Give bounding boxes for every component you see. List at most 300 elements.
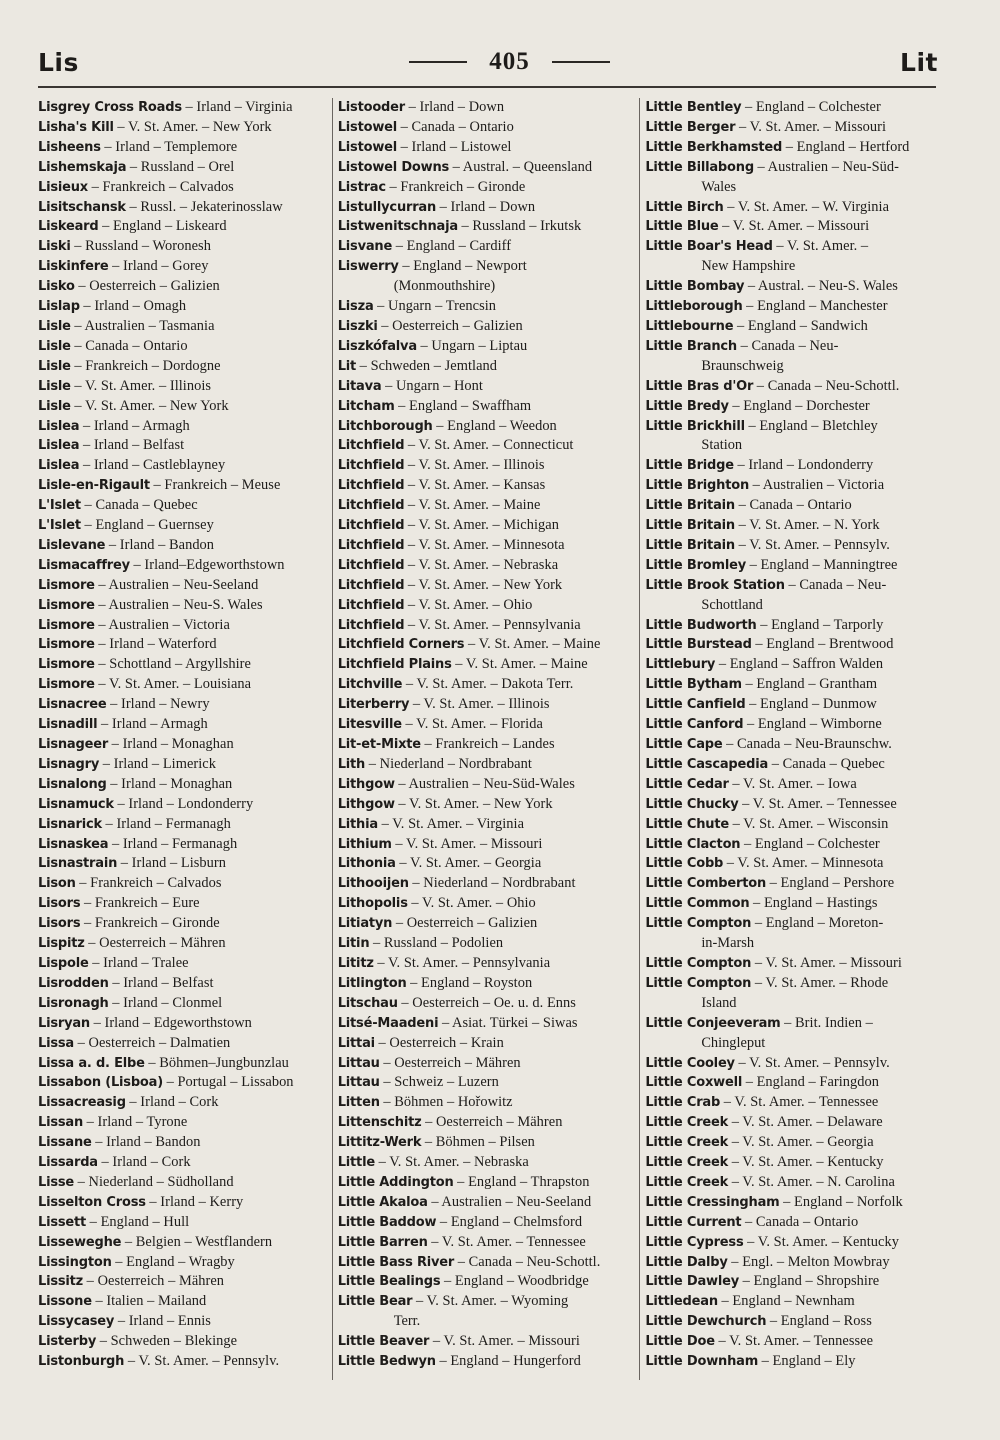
- entry-headword: Lissitz: [38, 1274, 84, 1290]
- entry-headword: Little Brook Station: [645, 577, 785, 593]
- entry-location: – Irland – Virginia: [185, 99, 293, 115]
- entry-location: – V. St. Amer. – Ohio: [411, 895, 536, 912]
- gazetteer-entry: [645, 1153, 938, 1173]
- gazetteer-entry: [645, 1133, 938, 1153]
- entry-location: – Frankreich – Calvados: [91, 178, 234, 195]
- entry-location: – Russland – Podolien: [372, 935, 504, 952]
- entry-headword: Little Berkhamsted: [645, 139, 783, 155]
- entry-continuation: Wales: [701, 178, 737, 195]
- entry-headword: Lismore: [38, 577, 95, 593]
- entry-location: – Irland – Down: [408, 99, 505, 115]
- entry-headword: Lismore: [38, 677, 95, 693]
- gazetteer-entry: [38, 854, 327, 874]
- entry-location: – Irland – Clonmel: [112, 994, 223, 1011]
- entry-location: – V. St. Amer. – Georgia: [399, 855, 542, 872]
- gazetteer-entry: [38, 1193, 327, 1213]
- gazetteer-entry: [645, 556, 938, 576]
- gazetteer-entry: [338, 118, 635, 138]
- entry-location: – V. St. Amer. – Maine: [467, 636, 601, 653]
- gazetteer-entry: [338, 616, 635, 636]
- entry-location: – V. St. Amer. – Georgia: [731, 1134, 874, 1151]
- entry-headword: Litchfield Corners: [337, 637, 465, 653]
- entry-location: – Canada – Neu-Schottl.: [457, 1253, 601, 1270]
- entry-headword: Little Canford: [645, 717, 744, 733]
- entry-location: – Oesterreich – Mähren: [383, 1054, 521, 1071]
- entry-headword: Little Bentley: [645, 100, 742, 115]
- entry-location: – Irland – Down: [439, 198, 536, 215]
- gazetteer-entry: [645, 854, 938, 874]
- entry-location: – Australien – Neu-S. Wales: [98, 596, 263, 613]
- gazetteer-entry: [338, 98, 635, 118]
- gazetteer-entry: [645, 516, 938, 536]
- entry-headword: Litchfield: [337, 438, 405, 454]
- entry-location: – Irland – Monaghan: [111, 736, 234, 752]
- gazetteer-entry: [645, 1073, 938, 1093]
- entry-headword: Listrac: [337, 179, 386, 195]
- entry-location: – V. St. Amer. – N. Carolina: [731, 1173, 895, 1190]
- entry-location: – England – Brentwood: [755, 636, 894, 653]
- entry-headword: Little Boar's Head: [645, 239, 773, 255]
- entry-location: – Oesterreich – Krain: [378, 1034, 504, 1051]
- entry-location: – Irland – Omagh: [83, 298, 187, 315]
- gazetteer-entry: [38, 1213, 327, 1233]
- entry-location: – England – Ely: [761, 1353, 856, 1370]
- gazetteer-entry: [645, 138, 938, 158]
- entry-headword: Little Dawley: [645, 1274, 740, 1290]
- entry-headword: Lislea: [38, 438, 80, 454]
- entry-location: – Russland – Irkutsk: [461, 218, 582, 235]
- gazetteer-entry: [645, 417, 938, 437]
- entry-headword: Lisnalong: [38, 776, 107, 792]
- header-dash-left: [409, 61, 467, 63]
- entry-headword: Lisgrey Cross Roads: [38, 100, 182, 115]
- gazetteer-entry: [645, 456, 938, 476]
- entry-headword: Little Chucky: [645, 796, 739, 812]
- entry-location: – Austral. – Neu-S. Wales: [747, 278, 898, 295]
- entry-location: – Irland – Monaghan: [110, 775, 233, 792]
- entry-location: – V. St. Amer. – Illinois: [74, 377, 212, 394]
- gazetteer-entry: [645, 217, 938, 237]
- entry-headword: Little Bealings: [337, 1274, 441, 1290]
- entry-location: – V. St. Amer. – Pennsylvania: [377, 954, 551, 971]
- entry-headword: Lissan: [38, 1115, 84, 1131]
- entry-continuation: New Hampshire: [701, 258, 796, 275]
- gazetteer-entry: [38, 337, 327, 357]
- entry-headword: Little Downham: [645, 1354, 759, 1370]
- gazetteer-entry: [38, 277, 327, 297]
- entry-location: – V. St. Amer. – Pennsylv.: [738, 1054, 890, 1071]
- entry-continuation: Schottland: [701, 596, 763, 613]
- entry-headword: Litchfield: [337, 478, 405, 494]
- entry-location: – Oesterreich – Mähren: [86, 1273, 225, 1290]
- gazetteer-entry: [645, 695, 938, 715]
- entry-location: – Schottland – Argyllshire: [98, 656, 251, 673]
- entry-location: – Schweden – Blekinge: [99, 1333, 238, 1350]
- gazetteer-entry: [645, 655, 938, 675]
- entry-location: – Ungarn – Trencsin: [377, 298, 497, 315]
- gazetteer-entry: [645, 576, 938, 596]
- entry-headword: Little Britain: [645, 498, 735, 514]
- entry-headword: Little Cooley: [645, 1055, 735, 1071]
- gazetteer-entry: [338, 675, 635, 695]
- entry-headword: Lismacaffrey: [38, 557, 130, 573]
- entry-headword: Lison: [38, 876, 76, 892]
- entry-location: – V. St. Amer. – Florida: [405, 716, 543, 733]
- entry-location: – Irland – Bandon: [108, 536, 215, 553]
- entry-headword: Lisle: [38, 398, 71, 414]
- entry-location: – England – Hertford: [785, 138, 910, 155]
- entry-headword: Literberry: [337, 697, 410, 713]
- entry-location: – V. St. Amer. – Virginia: [381, 815, 525, 832]
- gazetteer-entry: [338, 974, 635, 994]
- gazetteer-entry: [645, 755, 938, 775]
- entry-location: – Irland – Fermanagh: [105, 815, 231, 832]
- entry-location: – England – Dunmow: [749, 696, 877, 713]
- entry-location: – Frankreich – Landes: [424, 736, 555, 752]
- gazetteer-entry: [338, 695, 635, 715]
- gazetteer-entry: [38, 1054, 327, 1074]
- entry-headword: Little Bytham: [645, 677, 742, 693]
- entry-location: – England – Manchester: [746, 298, 888, 315]
- gazetteer-entry: [645, 954, 938, 974]
- entry-headword: Lithium: [337, 836, 392, 852]
- entry-headword: Litchfield: [337, 577, 405, 593]
- entry-headword: Little Creek: [645, 1115, 729, 1131]
- entry-headword: Liskeard: [38, 219, 99, 235]
- gazetteer-entry: [338, 596, 635, 616]
- gazetteer-entry: [645, 377, 938, 397]
- gazetteer-entry: [338, 755, 635, 775]
- gazetteer-entry: [338, 377, 635, 397]
- gazetteer-entry: [645, 118, 938, 138]
- gazetteer-entry: [38, 357, 327, 377]
- entry-location: – Oesterreich – Dalmatien: [77, 1034, 231, 1051]
- entry-headword: Lithonia: [337, 856, 396, 872]
- gazetteer-entry: [338, 1193, 635, 1213]
- entry-location: – V. St. Amer. – Kentucky: [747, 1233, 899, 1250]
- entry-headword: Lislevane: [38, 537, 106, 553]
- entry-location: – Canada – Ontario: [745, 1213, 859, 1230]
- gazetteer-entry: [38, 675, 327, 695]
- entry-headword: Lisors: [38, 916, 81, 932]
- entry-headword: Lisheens: [38, 139, 101, 155]
- entry-location: – England – Dorchester: [732, 397, 870, 414]
- gazetteer-entry: [645, 1332, 938, 1352]
- entry-location: – V. St. Amer. – Pennsylv.: [738, 536, 890, 553]
- entry-headword: Lislea: [38, 458, 80, 474]
- gazetteer-entry: [338, 1014, 635, 1034]
- entry-headword: Little Britain: [645, 537, 735, 553]
- entry-headword: Listerby: [38, 1334, 97, 1350]
- entry-headword: Littlebourne: [645, 318, 734, 334]
- entry-headword: Little Bridge: [645, 458, 734, 474]
- gazetteer-entry: [645, 1352, 938, 1372]
- entry-location: – England – Hungerford: [439, 1353, 581, 1370]
- gazetteer-entry: [645, 795, 938, 815]
- gazetteer-entry: [38, 377, 327, 397]
- entry-headword: Little Current: [645, 1214, 742, 1230]
- gazetteer-entry: [338, 635, 635, 655]
- entry-headword: Litchfield: [337, 498, 405, 514]
- entry-location: – Irland – Armagh: [101, 716, 208, 733]
- gazetteer-entry: [38, 158, 327, 178]
- entry-headword: Listowel: [337, 139, 398, 155]
- entry-headword: Litchfield: [337, 458, 405, 474]
- entry-location: – V. St. Amer. – New York: [398, 795, 553, 812]
- entry-headword: Little Conjeeveram: [645, 1015, 781, 1031]
- entry-location: – Oesterreich – Mähren: [88, 935, 226, 952]
- column-3: [645, 98, 938, 1380]
- entry-location: – V. St. Amer. – Minnesota: [407, 536, 565, 553]
- gazetteer-entry: [338, 476, 635, 496]
- entry-headword: Lisle: [38, 358, 71, 374]
- entry-location: – V. St. Amer. – Louisiana: [98, 676, 252, 693]
- entry-headword: Little Cedar: [645, 776, 729, 792]
- gazetteer-entry: [645, 1054, 938, 1074]
- entry-location: – England – Woodbridge: [444, 1273, 589, 1290]
- entry-location: – Canada – Ontario: [738, 497, 852, 514]
- entry-headword: Little Bras d'Or: [645, 378, 754, 394]
- gazetteer-entry: [38, 536, 327, 556]
- entry-headword: Liszkófalva: [337, 338, 417, 354]
- gazetteer-entry: [338, 655, 635, 675]
- entry-headword: Lissett: [38, 1214, 87, 1230]
- gazetteer-entry: [38, 874, 327, 894]
- entry-headword: Lishemskaja: [38, 159, 127, 175]
- entry-headword: Lissington: [38, 1254, 112, 1270]
- entry-headword: Litchfield: [337, 518, 405, 534]
- entry-location: – England – Hull: [89, 1213, 190, 1230]
- entry-location: – Australien – Neu-Seeland: [98, 576, 259, 593]
- entry-continuation: Chingleput: [701, 1034, 766, 1051]
- entry-location: – England – Cardiff: [395, 238, 512, 255]
- entry-headword: Lisronagh: [38, 995, 109, 1011]
- entry-location: – Frankreich – Gironde: [389, 178, 526, 195]
- entry-headword: Little Brighton: [645, 478, 750, 494]
- gazetteer-entry: [38, 1173, 327, 1193]
- entry-location: – Irland – Cork: [101, 1154, 191, 1171]
- entry-headword: Lisieux: [38, 179, 88, 195]
- page-number: 405: [489, 48, 530, 75]
- gazetteer-entry: [338, 456, 635, 476]
- entry-headword: Littau: [337, 1055, 380, 1071]
- entry-location: – Canada – Neu-Braunschw.: [726, 736, 892, 752]
- entry-continuation: Station: [701, 437, 743, 454]
- gazetteer-entry: [338, 795, 635, 815]
- entry-headword: Lisnastrain: [38, 856, 118, 872]
- gazetteer-entry: [645, 496, 938, 516]
- entry-headword: Little Bredy: [645, 398, 729, 414]
- entry-location: – Oesterreich – Oe. u. d. Enns: [401, 994, 576, 1011]
- gazetteer-entry: [38, 257, 327, 277]
- entry-headword: Litesville: [337, 717, 402, 733]
- gazetteer-entry: [338, 735, 635, 755]
- gazetteer-entry: [645, 815, 938, 835]
- entry-headword: Littlebury: [645, 657, 716, 673]
- entry-headword: Litchfield: [337, 597, 405, 613]
- gazetteer-entry: [38, 417, 327, 437]
- entry-headword: Lisse: [38, 1174, 75, 1190]
- entry-location: – V. St. Amer. – Missouri: [738, 118, 887, 135]
- entry-location: – England – Chelmsford: [439, 1213, 583, 1230]
- entry-headword: Little Barren: [337, 1234, 428, 1250]
- entry-location: – Niederland – Nordbrabant: [412, 875, 576, 892]
- entry-headword: Listowel: [337, 119, 398, 135]
- entry-headword: Lisors: [38, 896, 81, 912]
- entry-location: – Oesterreich – Galizien: [381, 317, 523, 334]
- gazetteer-entry: [338, 417, 635, 437]
- entry-continuation: Braunschweig: [701, 357, 784, 374]
- entry-headword: Lisle: [38, 378, 71, 394]
- gazetteer-entry: [38, 98, 327, 118]
- entry-headword: Little Compton: [645, 975, 752, 991]
- entry-location: – England – Liskeard: [102, 218, 227, 235]
- page-number-block: [409, 48, 610, 76]
- entry-location: – V. St. Amer. – Illinois: [412, 696, 550, 713]
- entry-headword: Lisnamuck: [38, 796, 114, 812]
- entry-headword: Little Branch: [645, 338, 737, 354]
- gazetteer-entry: [645, 675, 938, 695]
- entry-headword: Litiatyn: [337, 916, 393, 932]
- entry-location: – England – Shropshire: [742, 1273, 880, 1290]
- gazetteer-entry: [38, 1233, 327, 1253]
- entry-headword: Little Canfield: [645, 697, 746, 713]
- gazetteer-entry: [645, 536, 938, 556]
- entry-headword: Litschau: [337, 995, 398, 1011]
- entry-headword: Lisrodden: [38, 975, 109, 991]
- gazetteer-entry: [645, 237, 938, 257]
- entry-location: – Oesterreich – Galizien: [78, 278, 220, 295]
- entry-location: – England – Royston: [410, 974, 533, 991]
- entry-headword: Lisza: [337, 299, 374, 315]
- gazetteer-entry: [645, 1292, 938, 1312]
- entry-headword: Lisnacree: [38, 697, 107, 713]
- gazetteer-entry: [338, 1093, 635, 1113]
- entry-location: – V. St. Amer. – Missouri: [432, 1333, 580, 1350]
- entry-location: – Frankreich – Eure: [83, 895, 200, 912]
- entry-location: – Canada – Ontario: [400, 118, 514, 135]
- entry-headword: Little Cape: [645, 737, 723, 752]
- entry-location: – Oesterreich – Mähren: [425, 1114, 563, 1131]
- entry-headword: Lisnageer: [38, 737, 109, 752]
- gazetteer-entry: [645, 616, 938, 636]
- gazetteer-entry: [338, 874, 635, 894]
- entry-headword: Littleborough: [645, 299, 743, 315]
- entry-location: – V. St. Amer. – Michigan: [407, 517, 559, 534]
- entry-location: – V. St. Amer. –: [776, 238, 869, 255]
- entry-location: – Niederland – Nordbrabant: [368, 755, 532, 772]
- entry-location: – Böhmen – Hořowitz: [383, 1094, 513, 1111]
- header-rule: [38, 86, 936, 88]
- gazetteer-entry: [38, 1133, 327, 1153]
- entry-location: – England – Newport: [402, 258, 527, 275]
- entry-headword: Listwenitschnaja: [337, 219, 458, 235]
- gazetteer-entry: [38, 815, 327, 835]
- entry-headword: Liskinfere: [38, 259, 109, 275]
- gazetteer-entry: [645, 835, 938, 855]
- entry-location: – Irland – Limerick: [102, 755, 216, 772]
- entry-location: – V. St. Amer. – W. Virginia: [727, 198, 890, 215]
- entry-location: – V. St. Amer. – Pennsylv.: [127, 1353, 280, 1370]
- entry-headword: Little Bass River: [337, 1254, 455, 1270]
- entry-location: – Irland – Cork: [129, 1094, 219, 1111]
- entry-location: – Brit. Indien –: [784, 1014, 873, 1031]
- gazetteer-entry: [645, 1213, 938, 1233]
- entry-headword: Litchfield: [337, 537, 405, 553]
- entry-headword: Lissacreasig: [38, 1095, 126, 1111]
- gazetteer-entry: [645, 914, 938, 934]
- entry-location: – England – Faringdon: [745, 1074, 880, 1091]
- entry-location: – Irland – Belfast: [112, 974, 214, 991]
- entry-headword: Lissabon (Lisboa): [38, 1075, 163, 1091]
- gazetteer-entry: [38, 1093, 327, 1113]
- entry-headword: Litchville: [337, 677, 403, 693]
- entry-headword: Little Cascapedia: [645, 756, 769, 772]
- entry-continuation: (Monmouthshire): [393, 278, 496, 295]
- entry-location: – England – Moreton-: [754, 915, 884, 932]
- gazetteer-entry: [645, 1233, 938, 1253]
- gazetteer-entry: [38, 178, 327, 198]
- entry-continuation: in-Marsh: [701, 935, 755, 952]
- entry-location: – Frankreich – Meuse: [153, 477, 281, 494]
- gazetteer-entry: [38, 655, 327, 675]
- entry-location: – V. St. Amer. – Maine: [407, 497, 541, 514]
- entry-location: – Australien – Neu-Seeland: [431, 1193, 592, 1210]
- gazetteer-entry: [38, 1312, 327, 1332]
- entry-headword: Lisvane: [337, 239, 393, 255]
- gazetteer-entry: [38, 755, 327, 775]
- gazetteer-entry: [38, 974, 327, 994]
- entry-headword: Little Akaloa: [337, 1194, 428, 1210]
- entry-location: – England – Sandwich: [736, 317, 868, 334]
- gazetteer-entry: [338, 1034, 635, 1054]
- gazetteer-entry: [338, 894, 635, 914]
- entry-headword: Little Dewchurch: [645, 1314, 767, 1330]
- gazetteer-entry: [38, 456, 327, 476]
- gazetteer-entry: [38, 695, 327, 715]
- entry-headword: Lit-et-Mixte: [337, 737, 421, 752]
- gazetteer-entry: [38, 616, 327, 636]
- entry-location: – Canada – Quebec: [771, 755, 885, 772]
- gazetteer-entry: [645, 874, 938, 894]
- entry-headword: Lismore: [38, 657, 95, 673]
- gazetteer-entry: [338, 436, 635, 456]
- entry-headword: Little Budworth: [645, 617, 757, 633]
- entry-location: – Russland – Orel: [129, 158, 235, 175]
- entry-location: – V. St. Amer. – Wisconsin: [732, 815, 889, 832]
- gazetteer-entry: [38, 1014, 327, 1034]
- entry-location: – V. St. Amer. – Missouri: [722, 218, 870, 235]
- gazetteer-entry: [645, 1253, 938, 1273]
- entry-headword: Litlington: [337, 975, 407, 991]
- gazetteer-entry: [38, 1073, 327, 1093]
- gazetteer-entry: [38, 436, 327, 456]
- entry-location: – Schweden – Jemtland: [359, 357, 498, 374]
- entry-headword: Lisnaskea: [38, 836, 109, 852]
- gazetteer-entry: [645, 1193, 938, 1213]
- entry-headword: Lisnarick: [38, 816, 102, 832]
- entry-location: – England – Colchester: [743, 835, 880, 852]
- entry-location: – Canada – Neu-Schottl.: [756, 377, 900, 394]
- entry-headword: Little Dalby: [645, 1254, 728, 1270]
- entry-location: – Australien – Neu-Süd-Wales: [398, 775, 575, 792]
- column-1: [38, 98, 327, 1380]
- gazetteer-entry: [38, 576, 327, 596]
- gazetteer-entry: [338, 835, 635, 855]
- gazetteer-entry: [338, 237, 635, 257]
- entry-headword: Little Creek: [645, 1155, 729, 1171]
- gazetteer-entry: [645, 337, 938, 357]
